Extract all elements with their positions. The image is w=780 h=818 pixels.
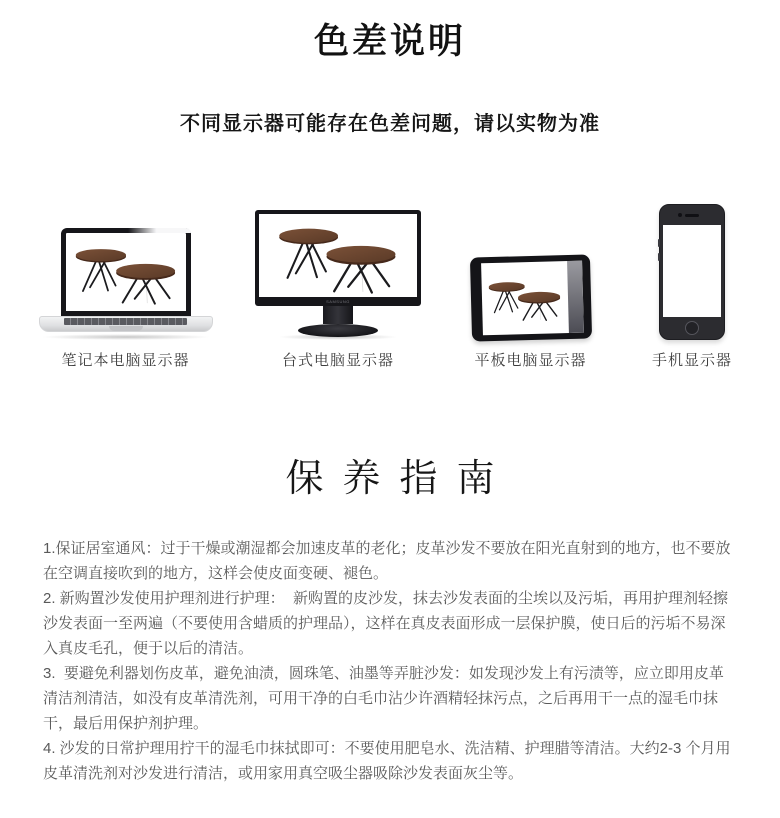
device-laptop bbox=[28, 198, 223, 370]
monitor-frame bbox=[255, 210, 421, 306]
laptop-shadow bbox=[41, 334, 211, 340]
device-compare-row bbox=[0, 192, 780, 370]
laptop-lid-notch bbox=[109, 326, 143, 331]
tablet-illustration bbox=[438, 198, 623, 340]
care-guide-title: 保养指南 bbox=[285, 458, 514, 500]
phone-camera-icon bbox=[678, 213, 682, 217]
color-note-title: 色差说明 bbox=[313, 22, 466, 61]
monitor-screen bbox=[259, 214, 417, 297]
care-item-1: 1.保证居室通风：过于干燥或潮湿都会加速皮革的老化；皮革沙发不要放在阳光直射到的地方，也不要放在空调直接吹到的地方，这样会使皮面变硬、褪色。 bbox=[43, 540, 731, 582]
device-phone bbox=[622, 198, 762, 370]
product-table-image bbox=[259, 214, 417, 297]
tablet-frame bbox=[469, 254, 591, 341]
laptop-label: 笔记本电脑显示器 bbox=[61, 352, 190, 369]
product-table-image bbox=[66, 233, 186, 311]
monitor-shadow bbox=[278, 334, 398, 340]
laptop-screen bbox=[61, 228, 191, 316]
phone-label: 手机显示器 bbox=[651, 352, 732, 369]
laptop-illustration bbox=[28, 198, 223, 340]
phone-home-button-icon bbox=[685, 321, 699, 335]
tablet-label: 平板电脑显示器 bbox=[474, 352, 587, 369]
phone-illustration bbox=[622, 198, 762, 340]
monitor-brand-logo: SAMSUNG bbox=[326, 299, 350, 304]
phone-frame bbox=[659, 204, 725, 340]
monitor-label: 台式电脑显示器 bbox=[281, 352, 394, 369]
care-item-4: 4. 沙发的日常护理用拧干的湿毛巾抹拭即可：不要使用肥皂水、洗洁精、护理腊等清洁。大约2-3 个月用皮革清洗剂对沙发进行清洁，或用家用真空吸尘器吸除沙发表面灰尘等。 bbox=[43, 740, 731, 782]
color-note-subtitle: 不同显示器可能存在色差问题，请以实物为准 bbox=[180, 113, 600, 135]
monitor-stand-neck bbox=[323, 306, 353, 324]
monitor-illustration bbox=[243, 198, 433, 340]
phone-earpiece-icon bbox=[685, 214, 699, 217]
device-desktop-monitor bbox=[243, 198, 433, 370]
phone-screen bbox=[663, 225, 721, 317]
care-item-3: 3. 要避免利器划伤皮革，避免油渍，圆珠笔、油墨等弄脏沙发：如发现沙发上有污渍等，应立即用皮革清洁剂清洁，如没有皮革清洗剂，可用干净的白毛巾沾少许酒精轻抹污点，之后再用干一点的湿毛巾抹干，最后用保护剂护理。 bbox=[43, 665, 724, 732]
care-guide-text bbox=[43, 536, 737, 786]
phone-volume-button bbox=[658, 253, 660, 261]
device-tablet bbox=[438, 198, 623, 370]
tablet-screen-glare bbox=[567, 261, 584, 333]
product-table-image bbox=[663, 225, 721, 317]
laptop-keyboard-icon bbox=[64, 318, 188, 325]
product-table-image bbox=[481, 261, 569, 335]
tablet-screen bbox=[481, 261, 584, 336]
laptop-keyboard-base bbox=[39, 316, 213, 332]
phone-volume-button bbox=[658, 239, 660, 247]
care-item-2: 2. 新购置沙发使用护理剂进行护理： 新购置的皮沙发，抹去沙发表面的尘埃以及污垢，再用护理剂轻擦沙发表面一至两遍（不要使用含蜡质的护理品），这样在真皮表面形成一层保护膜，使日后的污垢不易深入真皮毛孔，便于以后的清洁。 bbox=[43, 590, 729, 657]
